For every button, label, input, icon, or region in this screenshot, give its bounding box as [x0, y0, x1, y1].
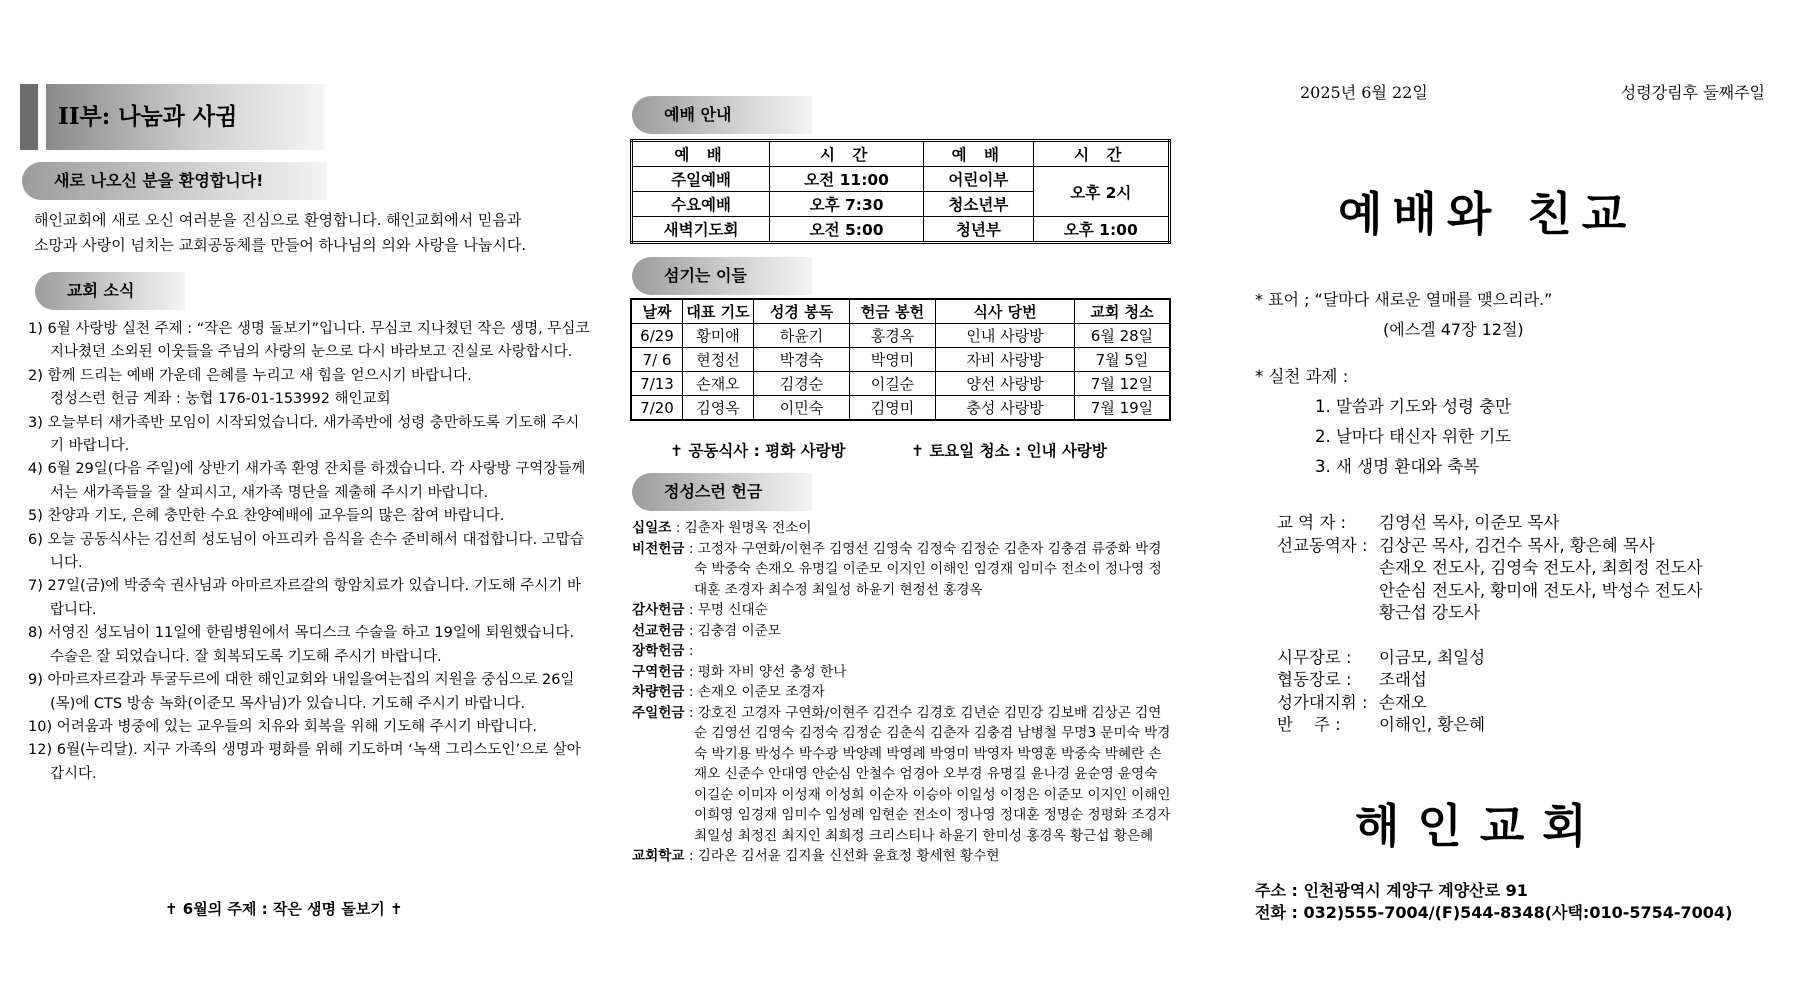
motto-text: * 표어 ; “달마다 새로운 열매를 맺으리라.” [1255, 290, 1553, 309]
offering-row: 주일헌금 : 강호진 고경자 구연화/이현주 김건수 김경호 김년순 김민강 김보배 김상곤 김연순 김영선 김영숙 김정숙 김정순 김춘식 김춘자 김충겸 남병철 무명3 문미숙 박경숙 박기용 박성수 박수광 박양례 박영례 박영미 박영자 박영훈 박중숙 박혜란 손재오 신준수 안대영 안순심 안철수 엄경아 오부경 유명길 윤나경 윤순영 윤영숙 이길순 이미자 이성재 이성희 이순자 이승아 이일성 이정은 이준모 이지인 이해인 이희영 임경재 임미수 임성례 임현순 전소이 정나영 정대훈 정명순 정평화 조경자 최일성 최정진 최지인 최희정 크리스티나 하윤기 한미성 홍경옥 황근섭 황은혜 [632, 704, 1171, 844]
header-cell: 시 간 [770, 141, 924, 167]
welcome-text [34, 208, 594, 258]
staff-names: 황근섭 강도사 [1379, 603, 1480, 622]
offering-label: 주일헌금 [632, 704, 685, 721]
staff-label: 선교동역자 : [1277, 535, 1368, 555]
news-list [28, 318, 590, 786]
cell: 박영미 [850, 348, 936, 372]
welcome-tab: 새로 나오신 분을 환영합니다! [22, 162, 327, 200]
motto-reference: (에스겔 47장 12절) [1383, 320, 1524, 339]
staff-names: 손재오 전도사, 김영숙 전도사, 최희정 전도사 [1379, 558, 1703, 577]
cell: 황미애 [683, 324, 754, 348]
offering-row: 비전헌금 : 고정자 구연화/이현주 김영선 김영숙 김정숙 김정순 김춘자 김충겸 류중화 박경숙 박중숙 손재오 유명길 이준모 이지인 이해인 임경재 임미수 전소이 정나영 정대훈 조경자 최수정 최일성 하윤기 현정선 홍경옥 [632, 540, 1162, 598]
offering-names: 고정자 구연화/이현주 김영선 김영숙 김정숙 김정순 김춘자 김충겸 류중화 박경숙 박중숙 손재오 유명길 이준모 이지인 이해인 임경재 임미수 전소이 정나영 정대훈 조경자 최수정 최일성 하윤기 현정선 홍경옥 [694, 540, 1162, 598]
offering-names: 김라온 김서윤 김지율 신선화 윤효정 황세현 황수현 [697, 848, 1000, 864]
elder-names: 이금모, 최일성 [1379, 647, 1486, 667]
news-item: 3) 오늘부터 새가족반 모임이 시작되었습니다. 새가족반에 성령 충만하도록 기도해 주시기 바랍니다. [28, 414, 580, 455]
cell: 인내 사랑방 [936, 324, 1075, 348]
cell: 오전 11:00 [770, 167, 924, 192]
worship-tab: 예배 안내 [632, 96, 812, 134]
offering-row: 구역헌금 : 평화 자비 양선 충성 한나 [632, 663, 847, 680]
offering-names: 김춘자 원명옥 전소이 [684, 520, 812, 536]
header-cell: 헌금 봉헌 [850, 299, 936, 324]
staff-names: 김영선 목사, 이준모 목사 [1379, 513, 1560, 532]
news-item: 1) 6월 사랑방 실천 주제 : “작은 생명 돌보기”입니다. 무심코 지나쳤던 작은 생명, 무심코 지나쳤던 소외된 이웃들을 주님의 사랑의 눈으로 다시 바라보고 진실로 사랑합시다. [28, 321, 590, 361]
cell: 6월 28일 [1075, 324, 1171, 348]
cell: 주일예배 [632, 167, 770, 192]
welcome-line-1: 해인교회에 새로 오신 여러분을 진심으로 환영합니다. 해인교회에서 믿음과 [34, 211, 522, 229]
cell: 양선 사랑방 [936, 372, 1075, 396]
offering-names: 손재오 이준모 조경자 [697, 684, 825, 700]
offering-names: 강호진 고경자 구연화/이현주 김건수 김경호 김년순 김민강 김보배 김상곤 김연순 김영선 김영숙 김정숙 김정순 김춘식 김춘자 김충겸 남병철 무명3 문미숙 박경숙 박기용 박성수 박수광 박양례 박영례 박영미 박영자 박영훈 박중숙 박혜란 손재오 신준수 안대영 안순심 안철수 엄경아 오부경 유명길 윤나경 윤순영 윤영숙 이길순 이미자 이성재 이성희 이순자 이승아 이일성 이정은 이준모 이지인 이해인 이희영 임경재 임미수 임성례 임현순 전소이 정나영 정대훈 정명순 정평화 조경자 최일성 최정진 최지인 최희정 크리스티나 하윤기 한미성 홍경옥 황근섭 황은혜 [694, 704, 1171, 844]
offering-names: 평화 자비 양선 충성 한나 [697, 663, 847, 680]
header-cell: 식사 당번 [936, 299, 1075, 324]
table-header-row [632, 141, 1170, 167]
elder-row [1277, 692, 1703, 715]
cell: 김경순 [754, 372, 850, 396]
offering-row: 선교헌금 : 김충겸 이준모 [632, 622, 781, 639]
news-item: 4) 6월 29일(다음 주일)에 상반기 새가족 환영 잔치를 하겠습니다. 각 사랑방 구역장들께서는 새가족들을 잘 살피시고, 새가족 명단을 제출해 주시기 바랍니다. [28, 461, 586, 501]
offering-names: 무명 신대순 [697, 602, 768, 618]
liturgical-season: 성령강림후 둘째주일 [1620, 83, 1765, 102]
offering-label: 구역헌금 [632, 663, 685, 680]
title-bar-accent [20, 84, 38, 150]
worship-schedule-table [630, 139, 1171, 244]
header-cell: 교회 청소 [1075, 299, 1171, 324]
part-title-text: II부: 나눔과 사귐 [46, 84, 325, 150]
cell: 7/ 6 [631, 348, 683, 372]
staff-list [1277, 512, 1703, 737]
offering-tab: 정성스런 헌금 [632, 473, 812, 511]
news-item: 2) 함께 드리는 예배 가운데 은혜를 누리고 새 힘을 얻으시기 바랍니다. [28, 367, 472, 384]
staff-row [1277, 557, 1703, 580]
cell: 오후 2시 [1033, 167, 1169, 217]
table-row [632, 217, 1170, 243]
offering-label: 십일조 [632, 520, 672, 536]
offering-label: 교회학교 [632, 848, 685, 864]
offering-row: 차량헌금 : 손재오 이준모 조경자 [632, 684, 825, 700]
elder-names: 손재오 [1379, 692, 1427, 712]
cell: 7/20 [631, 396, 683, 421]
offering-row: 교회학교 : 김라온 김서윤 김지율 신선화 윤효정 황세현 황수현 [632, 848, 1000, 864]
phone: 전화 : 032)555-7004/(F)544-8348(사택:010-5754-7004) [1255, 903, 1733, 922]
header-cell: 날짜 [631, 299, 683, 324]
address: 주소 : 인천광역시 계양구 계양산로 91 [1255, 881, 1528, 900]
practice-label: * 실천 과제 : [1255, 367, 1349, 386]
servers-table [630, 298, 1171, 421]
offering-label: 장학헌금 [632, 643, 685, 659]
news-item: 7) 27일(금)에 박중숙 권사님과 아마르자르갈의 항암치료가 있습니다. 기도해 주시기 바랍니다. [28, 578, 581, 618]
cell: 이민숙 [754, 396, 850, 421]
elder-row [1277, 714, 1703, 737]
table-row [631, 324, 1170, 348]
cell: 홍경옥 [850, 324, 936, 348]
offering-label: 선교헌금 [632, 622, 685, 639]
cleaning-note: ✝ 토요일 청소 : 인내 사랑방 [910, 442, 1107, 460]
header-cell: 성경 봉독 [754, 299, 850, 324]
practice-tasks [1255, 362, 1511, 482]
servers-tab: 섬기는 이들 [632, 257, 812, 295]
table-row [631, 396, 1170, 421]
offering-label: 차량헌금 [632, 684, 685, 700]
header-cell: 예 배 [924, 141, 1033, 167]
cell: 7월 5일 [1075, 348, 1171, 372]
news-item: 5) 찬양과 기도, 은혜 충만한 수요 찬양예배에 교우들의 많은 참여 바랍니다. [28, 508, 505, 525]
cell: 6/29 [631, 324, 683, 348]
news-item: 9) 아마르자르갈과 투굴두르에 대한 해인교회와 내일을여는집의 지원을 중심으로 26일(목)에 CTS 방송 녹화(이준모 목사님)가 있습니다. 기도해 주시기 바랍니다. [28, 672, 575, 712]
cell: 7월 12일 [1075, 372, 1171, 396]
practice-item: 1. 말씀과 기도와 성령 충만 [1315, 397, 1512, 416]
cell: 하윤기 [754, 324, 850, 348]
table-header-row [631, 299, 1170, 324]
offering-label: 비전헌금 [632, 540, 685, 557]
practice-item: 3. 새 생명 환대와 축복 [1315, 457, 1480, 476]
offering-label: 감사헌금 [632, 602, 685, 618]
church-name: 해인교회 [1355, 799, 1605, 853]
header-cell: 시 간 [1033, 141, 1169, 167]
elder-label: 시무장로 : [1277, 647, 1352, 667]
offering-row: 장학헌금 : [632, 643, 694, 659]
cell: 손재오 [683, 372, 754, 396]
cell: 수요예배 [632, 192, 770, 217]
practice-item: 2. 날마다 태신자 위한 기도 [1315, 427, 1512, 446]
date-line [1300, 80, 1765, 103]
cell: 오후 1:00 [1033, 217, 1169, 243]
staff-row [1277, 535, 1703, 558]
meal-note: ✝ 공동식사 : 평화 사랑방 [670, 442, 846, 460]
cell: 충성 사랑방 [936, 396, 1075, 421]
elder-names: 조래섭 [1379, 670, 1427, 689]
staff-names: 안순심 전도사, 황미애 전도사, 박성수 전도사 [1379, 580, 1703, 600]
welcome-line-2: 소망과 사랑이 넘치는 교회공동체를 만들어 하나님의 의와 사랑을 나눕시다. [34, 236, 527, 254]
service-notes [670, 439, 1167, 461]
cell: 김영미 [850, 396, 936, 421]
elder-label: 반 주 : [1277, 715, 1341, 734]
offering-account: 정성스런 헌금 계좌 : 농협 176-01-153992 해인교회 [50, 391, 391, 408]
bulletin-title: 예배와 친교 [1338, 187, 1637, 241]
table-row [631, 348, 1170, 372]
table-row [631, 372, 1170, 396]
cell: 청소년부 [924, 192, 1033, 217]
offering-row: 십일조 : 김춘자 원명옥 전소이 [632, 520, 812, 536]
monthly-theme: ✝ 6월의 주제 : 작은 생명 돌보기 ✝ [165, 900, 403, 918]
news-tab: 교회 소식 [35, 272, 185, 310]
header-cell: 예 배 [632, 141, 770, 167]
elder-label: 성가대지휘 : [1277, 692, 1368, 712]
cell: 이길순 [850, 372, 936, 396]
cell: 7월 19일 [1075, 396, 1171, 421]
cell: 김영옥 [683, 396, 754, 421]
elder-row [1277, 669, 1703, 692]
motto [1255, 285, 1552, 345]
staff-label: 교 역 자 : [1277, 513, 1347, 532]
news-item: 6) 오늘 공동식사는 김선희 성도님이 아프리카 음식을 손수 준비해서 대접합니다. 고맙습니다. [28, 531, 584, 572]
bulletin-date: 2025년 6월 22일 [1300, 83, 1428, 102]
offering-list [632, 518, 1172, 867]
cell: 박경숙 [754, 348, 850, 372]
cell: 어린이부 [924, 167, 1033, 192]
elder-names: 이해인, 황은혜 [1379, 715, 1486, 734]
offering-names: 김충겸 이준모 [697, 622, 781, 639]
news-item: 10) 어려움과 병중에 있는 교우들의 치유와 회복을 위해 기도해 주시기 바랍니다. [28, 718, 538, 735]
cell: 현정선 [683, 348, 754, 372]
cell: 자비 사랑방 [936, 348, 1075, 372]
cell: 청년부 [924, 217, 1033, 243]
cell: 오전 5:00 [770, 217, 924, 243]
staff-row [1277, 512, 1703, 535]
staff-row [1277, 580, 1703, 603]
elder-row [1277, 647, 1703, 670]
cell: 7/13 [631, 372, 683, 396]
table-row [632, 167, 1170, 192]
header-cell: 대표 기도 [683, 299, 754, 324]
staff-row [1277, 602, 1703, 625]
part-title [20, 84, 325, 150]
contact-info [1255, 880, 1732, 924]
offering-row: 감사헌금 : 무명 신대순 [632, 602, 768, 618]
elder-label: 협동장로 : [1277, 670, 1352, 689]
news-item: 12) 6월(누리달). 지구 가족의 생명과 평화를 위해 기도하며 ‘녹색 그리스도인’으로 살아갑시다. [28, 742, 581, 782]
cell: 오후 7:30 [770, 192, 924, 217]
staff-names: 김상곤 목사, 김건수 목사, 황은혜 목사 [1379, 535, 1655, 555]
cell: 새벽기도회 [632, 217, 770, 243]
news-item: 8) 서영진 성도님이 11일에 한림병원에서 목디스크 수술을 하고 19일에 퇴원했습니다. 수술은 잘 되었습니다. 잘 회복되도록 기도해 주시기 바랍니다. [28, 625, 575, 665]
